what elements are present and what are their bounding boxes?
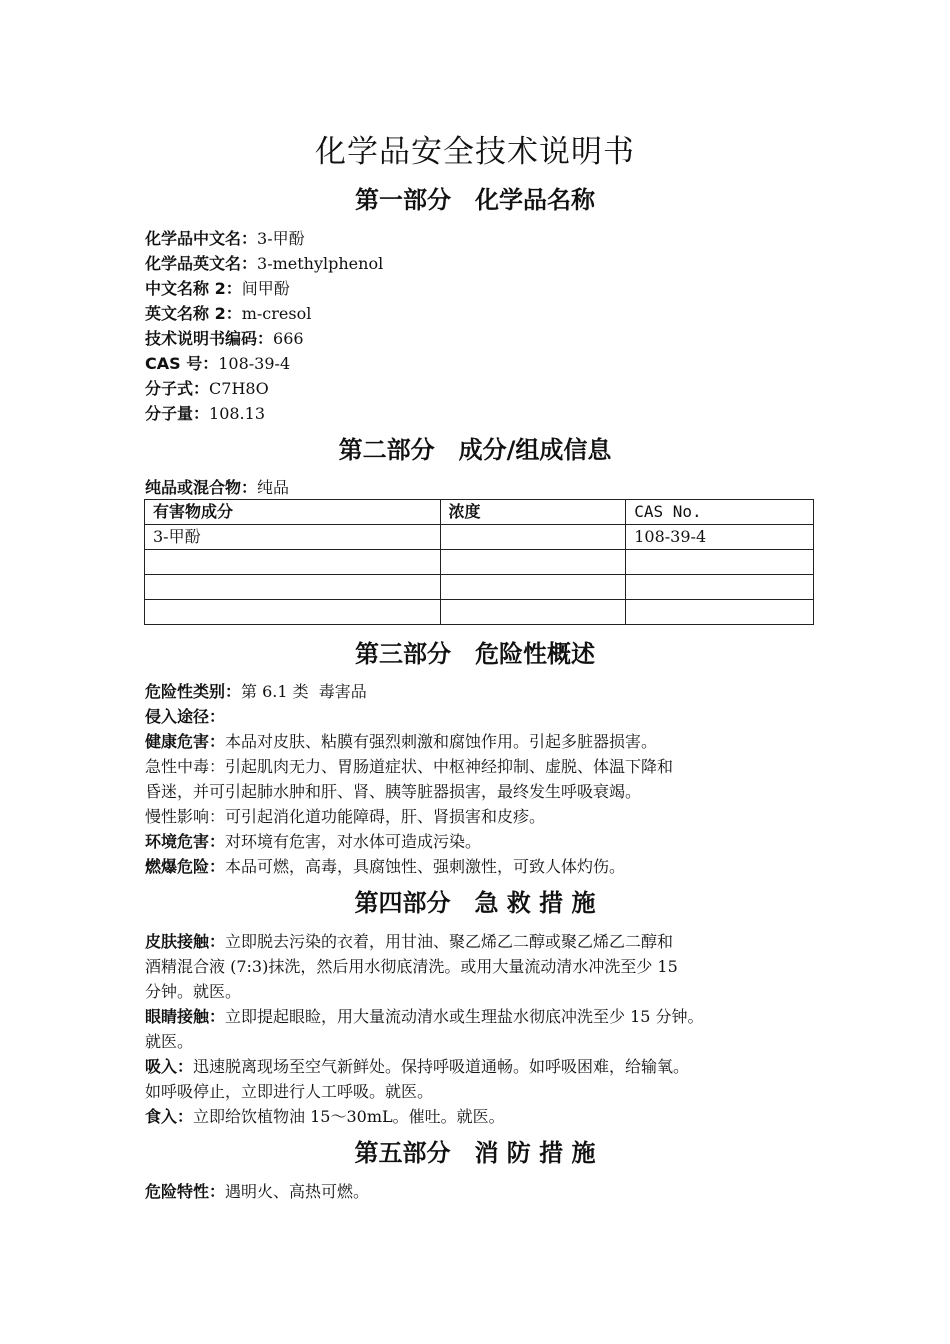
field-label: 眼睛接触： <box>145 1007 226 1026</box>
field-purity <box>145 475 825 500</box>
field-value: 间甲酚 <box>241 279 290 298</box>
field-ingestion <box>145 1104 825 1129</box>
section-title-part4: 第四部分 急 救 措 施 <box>354 889 596 917</box>
field-value: 纯品 <box>257 478 290 497</box>
field-skin-contact <box>145 929 825 954</box>
field-fire-explosion-hazard <box>145 854 825 879</box>
document-title: 化学品安全技术说明书 <box>315 134 635 170</box>
field-value: 立即给饮植物油 15～30mL。催吐。就医。 <box>193 1107 505 1126</box>
field-label: 侵入途径： <box>145 707 226 726</box>
table-cell <box>440 600 626 625</box>
eye-contact-line-2: 就医。 <box>145 1032 194 1051</box>
composition-table <box>144 499 814 625</box>
acute-poisoning-line-1: 急性中毒：引起肌肉无力、胃肠道症状、中枢神经抑制、虚脱、体温下降和 <box>145 757 674 776</box>
field-value: 3-methylphenol <box>257 254 384 273</box>
field-msds-code <box>145 326 825 351</box>
field-value: 遇明火、高热可燃。 <box>225 1182 370 1201</box>
table-cell <box>440 525 626 550</box>
field-label: 危险性类别： <box>145 682 242 701</box>
field-chinese-name <box>145 226 825 251</box>
table-header-cell: CAS No. <box>626 500 814 525</box>
section-title-part1: 第一部分 化学品名称 <box>355 186 595 214</box>
field-label: 化学品中文名： <box>145 229 258 248</box>
field-label: 食入： <box>145 1107 194 1126</box>
table-cell: 108-39-4 <box>626 525 814 550</box>
chronic-effects: 慢性影响：可引起消化道功能障碍，肝、肾损害和皮疹。 <box>145 807 546 826</box>
field-label: 吸入： <box>145 1057 194 1076</box>
field-english-name-2 <box>145 301 825 326</box>
field-label: 分子量： <box>145 404 210 423</box>
table-header-row <box>145 500 814 525</box>
field-molecular-formula <box>145 376 825 401</box>
field-value: 第 6.1 类 毒害品 <box>241 682 367 701</box>
table-cell <box>145 600 441 625</box>
table-row <box>145 550 814 575</box>
field-value: 本品可燃，高毒，具腐蚀性、强刺激性，可致人体灼伤。 <box>225 857 626 876</box>
table-row <box>145 600 814 625</box>
field-cas-number <box>145 351 825 376</box>
field-health-hazard <box>145 729 825 754</box>
field-environmental-hazard <box>145 829 825 854</box>
skin-contact-line-2: 酒精混合液 (7:3)抹洗，然后用水彻底清洗。或用大量流动清水冲洗至少 15 <box>145 957 678 976</box>
field-value: 迅速脱离现场至空气新鲜处。保持呼吸道通畅。如呼吸困难，给输氧。 <box>193 1057 690 1076</box>
field-label: 中文名称 2： <box>145 279 242 298</box>
section-title-part3: 第三部分 危险性概述 <box>355 640 595 668</box>
field-label: 危险特性： <box>145 1182 226 1201</box>
field-label: 燃爆危险： <box>145 857 226 876</box>
table-cell <box>440 575 626 600</box>
field-value: 108.13 <box>209 404 265 423</box>
field-value: 立即脱去污染的衣着，用甘油、聚乙烯乙二醇或聚乙烯乙二醇和 <box>225 932 674 951</box>
table-cell <box>145 575 441 600</box>
field-chinese-name-2 <box>145 276 825 301</box>
field-inhalation <box>145 1054 825 1079</box>
table-cell: 3-甲酚 <box>145 525 441 550</box>
table-cell <box>626 575 814 600</box>
field-label: CAS 号： <box>145 354 219 373</box>
table-cell <box>440 550 626 575</box>
field-value: 666 <box>273 329 304 348</box>
field-exposure-route <box>145 704 825 729</box>
field-value: m-cresol <box>241 304 312 323</box>
field-label: 环境危害： <box>145 832 226 851</box>
table-cell <box>145 550 441 575</box>
field-eye-contact <box>145 1004 825 1029</box>
section-title-part2: 第二部分 成分/组成信息 <box>338 436 612 464</box>
field-value: 3-甲酚 <box>257 229 305 248</box>
field-value: 108-39-4 <box>218 354 291 373</box>
table-row <box>145 525 814 550</box>
field-label: 分子式： <box>145 379 210 398</box>
table-cell <box>626 550 814 575</box>
acute-poisoning-line-2: 昏迷，并可引起肺水肿和肝、肾、胰等脏器损害，最终发生呼吸衰竭。 <box>145 782 642 801</box>
field-label: 皮肤接触： <box>145 932 226 951</box>
field-value: 本品对皮肤、粘膜有强烈刺激和腐蚀作用。引起多脏器损害。 <box>225 732 658 751</box>
field-label: 纯品或混合物： <box>145 478 258 497</box>
field-hazard-category <box>145 679 825 704</box>
field-label: 健康危害： <box>145 732 226 751</box>
table-cell <box>626 600 814 625</box>
skin-contact-line-3: 分钟。就医。 <box>145 982 242 1001</box>
field-value: 对环境有危害，对水体可造成污染。 <box>225 832 482 851</box>
field-label: 英文名称 2： <box>145 304 242 323</box>
field-english-name <box>145 251 825 276</box>
field-molecular-weight <box>145 401 825 426</box>
field-hazard-characteristics <box>145 1179 825 1204</box>
field-label: 化学品英文名： <box>145 254 258 273</box>
section-title-part5: 第五部分 消 防 措 施 <box>354 1139 596 1167</box>
table-header-cell: 浓度 <box>440 500 626 525</box>
table-row <box>145 575 814 600</box>
field-label: 技术说明书编码： <box>145 329 274 348</box>
field-value: 立即提起眼睑，用大量流动清水或生理盐水彻底冲洗至少 15 分钟。 <box>225 1007 704 1026</box>
table-header-cell: 有害物成分 <box>145 500 441 525</box>
field-value: C7H8O <box>209 379 269 398</box>
inhalation-line-2: 如呼吸停止，立即进行人工呼吸。就医。 <box>145 1082 434 1101</box>
